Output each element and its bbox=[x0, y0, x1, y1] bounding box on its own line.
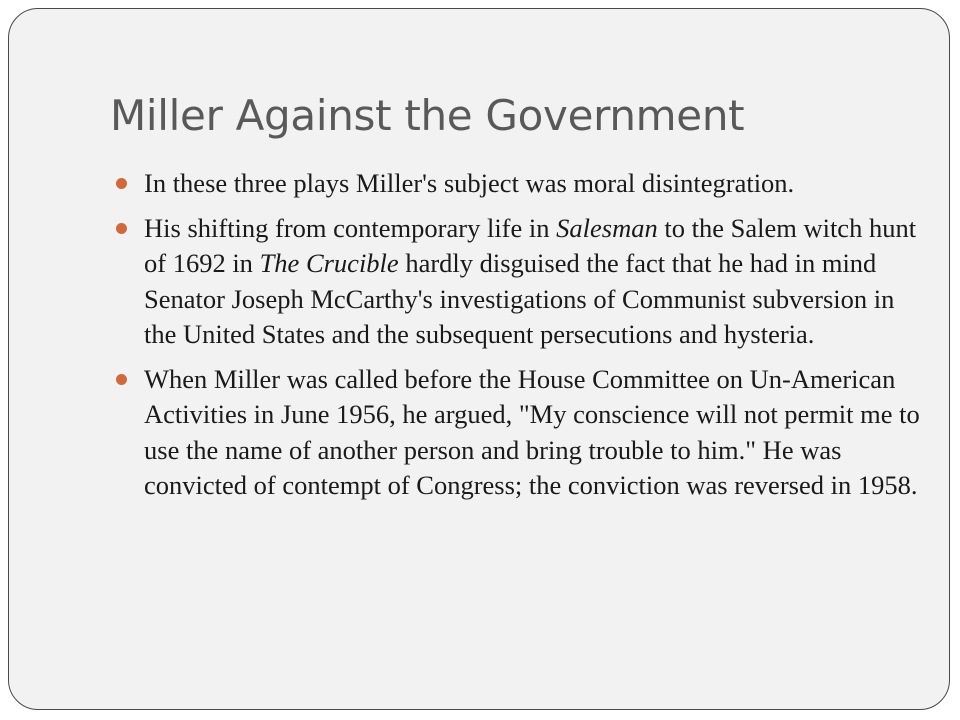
bullet-item bbox=[135, 362, 925, 504]
bullet-list bbox=[135, 166, 925, 513]
bullet-text: In these three plays Miller's subject was moral disintegration. bbox=[144, 168, 795, 198]
bullet-text-part: hardly disguised the fact that he had in mind Senator Joseph McCarthy's investigations of Communist subversion in the United States and the subsequent persecutions and hysteria. bbox=[144, 248, 895, 349]
bullet-text-part: His shifting from contemporary life in bbox=[144, 212, 557, 243]
bullet-text: When Miller was called before the House Committee on Un-American Activities in June 1956, he argued, "My conscience will not permit me to use the name of another person and bring trouble to him." He was convicted of contempt of Congress; the conviction was reversed in 1958. bbox=[144, 363, 920, 500]
slide-title: Miller Against the Government bbox=[110, 91, 745, 140]
bullet-dot-icon bbox=[116, 223, 127, 234]
play-title-crucible: The Crucible bbox=[259, 248, 399, 278]
bullet-text-part: to the Salem witch hunt of 1692 in bbox=[144, 212, 917, 278]
bullet-dot-icon bbox=[116, 178, 127, 189]
play-title-salesman: Salesman bbox=[556, 212, 658, 243]
bullet-dot-icon bbox=[116, 374, 127, 385]
bullet-item bbox=[135, 166, 925, 202]
slide-frame bbox=[8, 8, 950, 710]
bullet-item bbox=[135, 211, 925, 353]
